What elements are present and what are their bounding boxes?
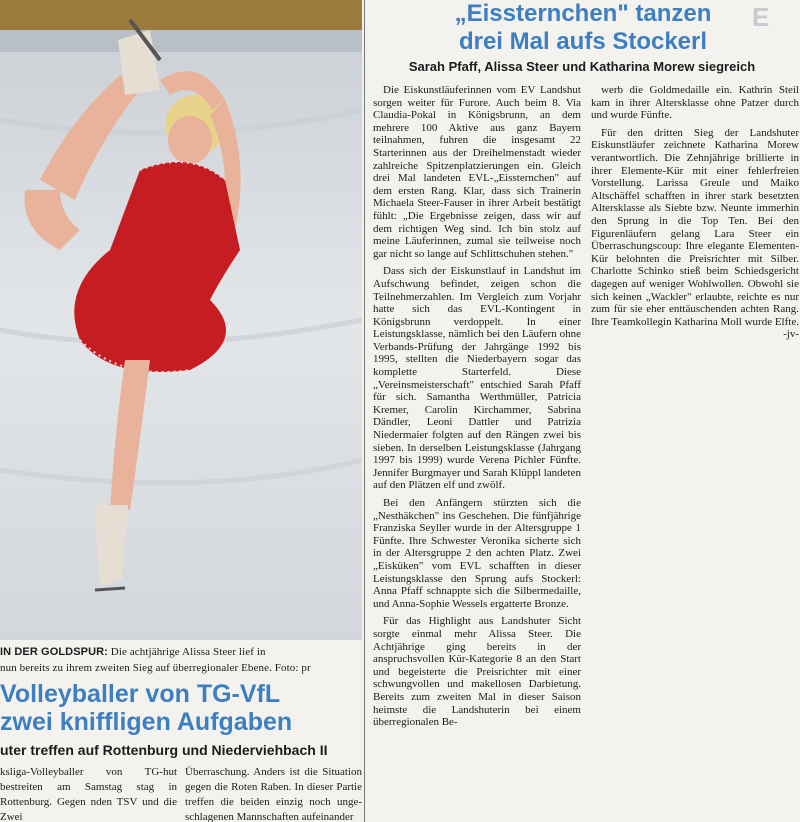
paragraph: Für das Highlight aus Landshuter Sicht sorgte einmal mehr Alissa Steer. Die Achtjährige ging bereits in der anspruchsvollen Kür-Kategorie 8 an den Start und begeisterte die Preisrichter mit einer schwungvollen und makellosen Darbietung. Bereits zum zweiten Mal in dieser Saison heimste die Landshuterin bei einem überregionalen Be- [373, 615, 581, 729]
article-column-1 [373, 84, 581, 729]
volleyball-headline-line1: Volleyballer von TG-VfL [0, 680, 281, 708]
author-signature: -jv- [783, 328, 799, 341]
caption-line1: Die achtjährige Alissa Steer lief in [110, 646, 266, 658]
figure-skater-photo-icon [0, 0, 362, 640]
paragraph: werb die Goldmedaille ein. Kathrin Steil kam in ihrer Altersklasse ohne Patzer durch und wurde Fünfte. [591, 84, 799, 122]
article-headline-line1: „Eissternchen" tanzen [454, 0, 712, 27]
article-headline [366, 0, 800, 56]
figure-skater-photo [0, 0, 362, 640]
ghost-bleed-letter: E [752, 2, 770, 32]
paragraph: Die Eiskunstläuferinnen vom EV Landshut sorgen weiter für Furore. Auch beim 8. Via Claudia-Pokal in Königsbrunn, an dem mehrere 100 Aktive aus ganz Bayern teilnahmen, fuhren die insgesamt 22 Starterinnen aus der Dreihelmenstadt wieder zahlreiche Spitzenplatzierungen ein. Gleich drei Mal landeten EVL-„Eissternchen" auf dem ersten Rang. Klar, dass sich Trainerin Michaela Steer-Fauser in ihrer Arbeit bestätigt fühlt: „Die Ergebnisse zeigen, dass wir auf dem richtigen Weg sind. Ich bin stolz auf meine Läuferinnen, zumal sie teilweise noch gar nicht so lange auf Schlittschuhen stehen." [373, 84, 581, 260]
volleyball-subhead: uter treffen auf Rottenburg und Niederviehbach II [0, 742, 328, 758]
volleyball-col1: ksliga-Volleyballer von TG-hut bestreiten am Samstag stag in Rottenburg. Gegen nden TSV und die Zwei [0, 766, 177, 822]
volleyball-body [0, 765, 362, 822]
photo-caption [0, 644, 362, 676]
caption-line2: nun bereits zu ihrem zweiten Sieg auf überregionaler Ebene. Foto: pr [0, 662, 311, 674]
article-headline-line2: drei Mal aufs Stockerl [458, 28, 708, 55]
article-column-2 [591, 84, 799, 341]
paragraph: Für den dritten Sieg der Landshuter Eiskunstläufer zeichnete Katharina Morew verantwortlich. Die Zehnjährige brillierte in ihrer Elemente-Kür mit einer fehlerfreien Vorstellung. Larissa Greule und Maiko Altschäffel schafften in ihrer stark besetzten Altersklasse als Siebte bzw. Neunte immerhin den Sprung in die Top Ten. Bei den Figurenläufern gelang Lara Steer ein Überraschungscoup: Ihre elegante Elementen-Kür belohnten die Preisrichter mit Silber. Charlotte Schinko stieß beim Schiedsgericht dagegen auf weniger Wohlwollen. Obwohl sie sich keinen „Wackler" erlaubte, reichte es nur zum für sie eher enttäuschenden achten Rang. Ihre Teamkollegin Katharina Moll wurde Elfte. [591, 126, 799, 328]
volleyball-col2: Überraschung. Anders ist die Situation gegen die Roten Raben. In dieser Partie treffen die beiden einzig noch unge-schlagenen Mannschaften aufeinander [185, 766, 362, 822]
volleyball-headline [0, 680, 362, 736]
column-divider [364, 0, 365, 822]
caption-lead: IN DER GOLDSPUR: [0, 646, 108, 658]
paragraph: Bei den Anfängern stürzten sich die „Nesthäkchen" ins Geschehen. Die fünfjährige Franziska Seyller wurde in der Altersgruppe 1 Fünfte. Ihre Schwester Veronika sicherte sich in der Altersgruppe 2 den achten Platz. Zwei „Eisküken" vom EVL schafften in dieser Leistungsklasse den Sprung aufs Stockerl: Anna Pfaff schnappte sich die Silbermedaille, und Anna-Sophie Wessels ergatterte Bronze. [373, 497, 581, 610]
paragraph: Dass sich der Eiskunstlauf in Landshut im Aufschwung befindet, zeigen schon die Teilnehmerzahlen. Im Vergleich zum Vorjahr hatte sich das EVL-Kontingent in Königsbrunn verdoppelt. In einer Leistungsklasse, nämlich bei den Läufern ohne Verbands-Prüfung der Jahrgänge 1992 bis 1995, stellten die Niederbayern sogar das komplette Starterfeld. Diese „Vereinsmeisterschaft" entschied Sarah Pfaff für sich. Samantha Werthmüller, Patricia Kremer, Carolin Kirchammer, Sabrina Dändler, Leoni Dattler und Patrizia Niedermaier folgten auf den Rängen zwei bis sieben. In derselben Leistungsklasse (Jahrgang 1997 bis 1999) wurde Verena Pichler Fünfte. Jennifer Burgmayer und Sarah Klüppl landeten auf den Plätzen elf und zwölf. [373, 265, 581, 492]
article-subhead: Sarah Pfaff, Alissa Steer und Katharina Morew siegreich [408, 59, 756, 74]
volleyball-headline-line2: zwei kniffligen Aufgaben [0, 708, 293, 736]
